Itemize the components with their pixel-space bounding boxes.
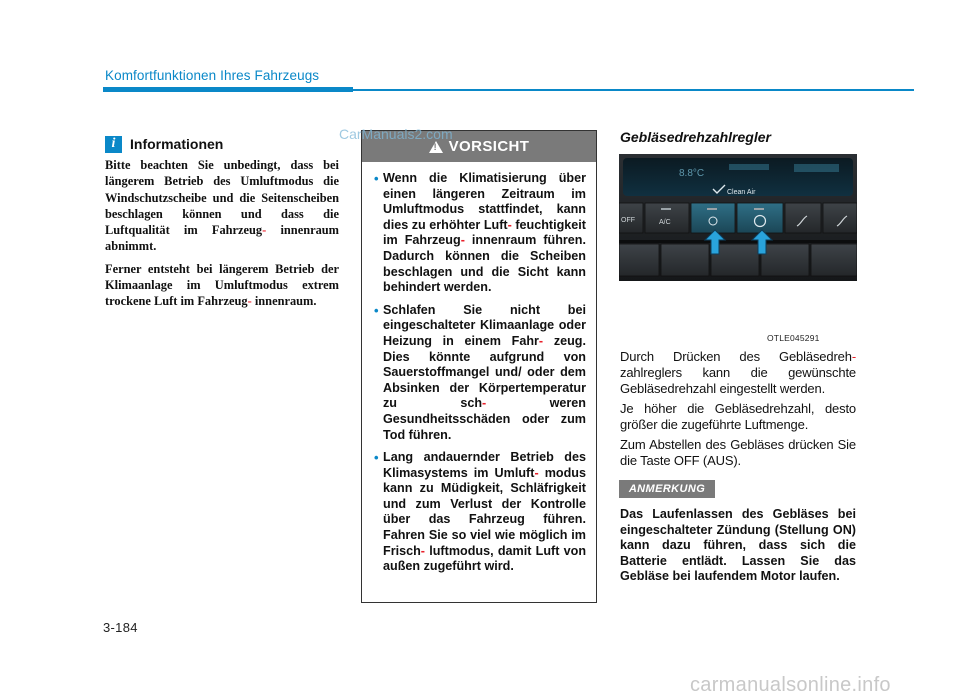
blower-paragraph-3: Zum Abstellen des Gebläses drücken Sie die Taste OFF (AUS). [620,437,856,468]
ac-button-label: A/C [659,219,671,226]
blower-paragraph-1: Durch Drücken des Gebläsedreh- zahlreglers kann die gewünschte Gebläsedrehzahl eingestellt werden. [620,349,856,396]
off-button-label: OFF [621,217,635,224]
note-badge: ANMERKUNG [619,480,715,498]
caution-item: • Schlafen Sie nicht bei eingeschalteter Klimaanlage oder Heizung in einem Fahr- zeug. Dies könnte aufgrund von Sauerstoffmangel und/ oder dem Absinken der Körpertemperatur zu sch- weren Gesundheitsschäden oder zum Tod führen. [374,302,586,442]
bullet-icon: • [374,450,379,466]
page-number: 3-184 [103,620,138,635]
header-rule-thin [353,89,914,91]
display-temperature: 8.8°C [679,168,705,179]
warning-icon [429,141,443,153]
watermark-text: CarManuals2.com [339,126,453,142]
section-title: Komfortfunktionen Ihres Fahrzeugs [105,68,320,83]
footer-watermark: carmanualsonline.info [690,674,891,696]
info-text [105,157,339,316]
info-title: Informationen [130,136,224,152]
blower-paragraph-2: Je höher die Gebläsedrehzahl, desto größer die zugeführte Luftmenge. [620,401,856,432]
caution-list [362,162,596,575]
caution-box [361,130,597,603]
bullet-icon: • [374,171,379,186]
note-text: Das Laufenlassen des Gebläses bei eingeschalteter Zündung (Stellung ON) kann dazu führen, dass sich die Batterie entlädt. Lassen Sie das Gebläse bei laufendem Motor laufen. [620,507,856,584]
info-paragraph-2: Ferner entsteht bei längerem Betrieb der Klimaanlage im Umluftmodus extrem trockene Luft im Fahrzeug- innenraum. [105,261,339,309]
info-heading [105,134,223,154]
clean-air-label: Clean Air [727,189,756,196]
caution-item: • Wenn die Klimatisierung über einen längeren Zeitraum im Umluftmodus stattfindet, kann dies zu erhöhter Luft- feuchtigkeit im Fahrzeug- innenraum führen. Dadurch können die Scheiben beschlagen und die Sicht kann behindert werden. [374,171,586,295]
image-code: OTLE045291 [767,333,820,343]
info-paragraph-1: Bitte beachten Sie unbedingt, dass bei längerem Betrieb des Umluftmodus die Windschutzscheibe und die Seitenscheiben beschlagen können und dass die Luftqualität im Fahrzeug- innenraum abnimmt. [105,158,339,254]
info-icon: i [105,136,122,153]
blower-text [620,349,856,473]
climate-panel-photo [619,154,857,281]
blower-title: Gebläsedrehzahlregler [620,129,771,145]
header-rule-thick [103,87,353,92]
caution-title: VORSICHT [448,138,530,155]
bullet-icon: • [374,302,379,318]
caution-item: • Lang andauernder Betrieb des Klimasystems im Umluft- modus kann zu Müdigkeit, Schläfrigkeit und zum Verlust der Kontrolle über das Fahrzeug führen. Fahren Sie so viel wie möglich im Frisch- luftmodus, damit Luft von außen zugeführt wird. [374,450,587,574]
